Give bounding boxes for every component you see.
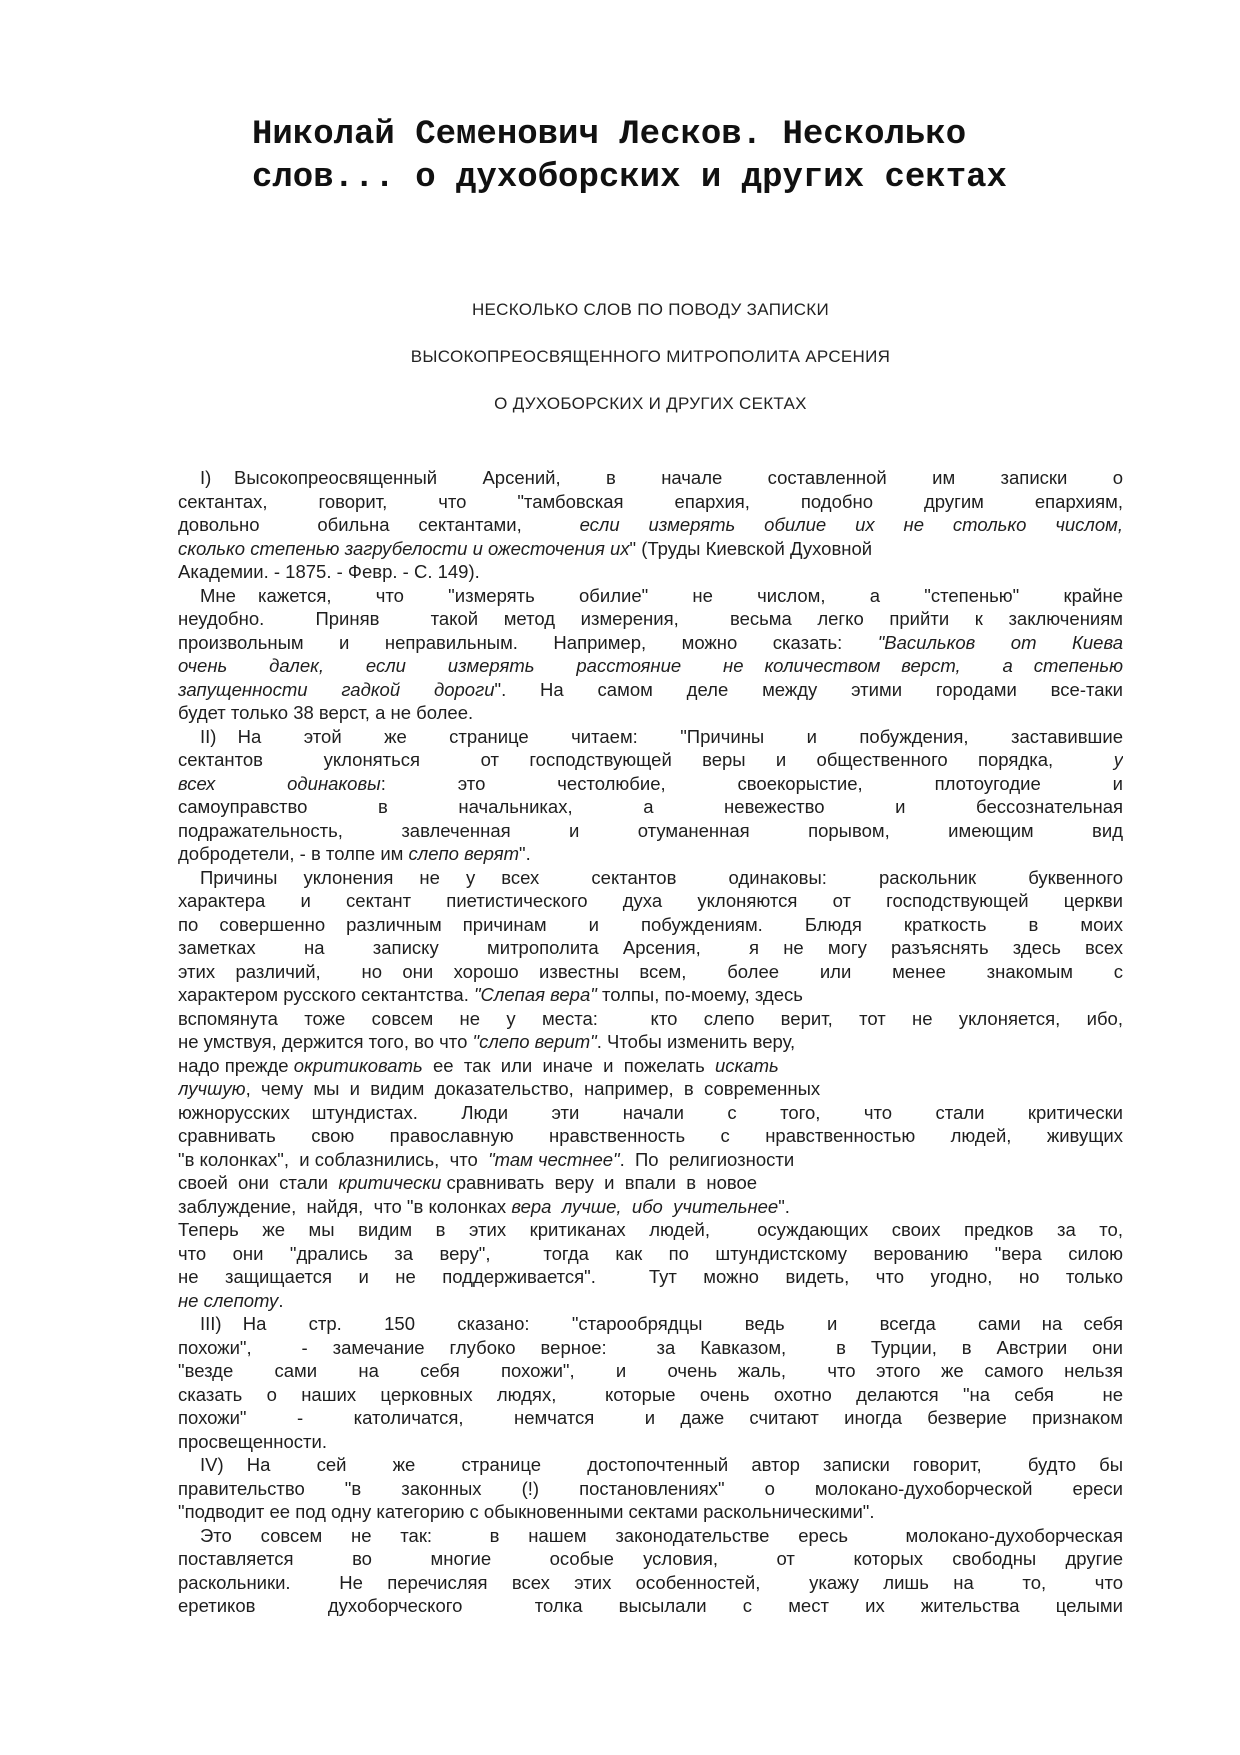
italic-text: всех одинаковы	[178, 772, 381, 794]
text-line	[178, 537, 1123, 561]
body-text	[178, 466, 1123, 1618]
text-line	[178, 1383, 1123, 1407]
text-segment: не умствуя, держится того, во что	[178, 1031, 473, 1052]
italic-text: "Васильков от Киева	[877, 631, 1123, 653]
italic-text: искать	[715, 1054, 779, 1076]
text-line	[178, 1007, 1123, 1031]
text-segment: похожи" - католичатся, немчатся и даже считают иногда безверие признаком	[178, 1407, 1123, 1428]
text-line	[178, 1500, 1123, 1524]
text-segment: " (Труды Киевской Духовной	[629, 537, 873, 559]
text-segment: своей они стали	[178, 1172, 339, 1193]
text-segment: .	[278, 1289, 284, 1311]
text-segment: этих различий, но они хорошо известны всем, более или менее знакомым с	[178, 960, 1123, 982]
italic-text: лучшую	[178, 1078, 246, 1099]
text-segment: "подводит ее под одну категорию с обыкновенными сектами раскольническими".	[178, 1501, 875, 1522]
italic-text: "Слепая вера"	[473, 984, 597, 1005]
text-segment: "в колонках", и соблазнились, что	[178, 1148, 489, 1170]
text-segment: сравнивать веру и впали в новое	[441, 1172, 758, 1193]
text-line	[178, 1594, 1123, 1618]
text-segment: ".	[778, 1195, 790, 1217]
text-line	[178, 1406, 1123, 1430]
text-segment: вспомянута тоже совсем не у места: кто слепо верит, тот не уклоняется, ибо,	[178, 1007, 1123, 1029]
italic-text: у	[1113, 749, 1123, 770]
italic-text: критически	[338, 1172, 442, 1193]
text-line	[178, 1477, 1123, 1501]
document-title	[252, 114, 1152, 200]
text-segment: . По религиозности	[619, 1148, 795, 1170]
text-line	[178, 913, 1123, 937]
text-segment: III) На стр. 150 сказано: "старообрядцы ведь и всегда сами на себя	[200, 1313, 1123, 1334]
text-line	[178, 1453, 1123, 1477]
text-line	[178, 1218, 1123, 1242]
text-segment: поставляется во многие особые условия, от которых свободны другие	[178, 1548, 1123, 1569]
text-segment: Мне кажется, что "измерять обилие" не числом, а "степенью" крайне	[200, 584, 1123, 606]
text-line	[178, 772, 1123, 796]
text-segment: будет только 38 верст, а не более.	[178, 702, 474, 723]
text-line	[178, 1030, 1123, 1054]
text-segment: правительство "в законных (!) постановлениях" о молокано-духоборческой ереси	[178, 1477, 1123, 1499]
text-segment: толпы, по-моему, здесь	[596, 984, 803, 1005]
text-segment: заметках на записку митрополита Арсения, я не могу разъяснять здесь всех	[178, 937, 1123, 958]
text-line	[178, 1359, 1123, 1383]
text-segment: надо прежде	[178, 1054, 294, 1076]
section-heading-line-1: НЕСКОЛЬКО СЛОВ ПО ПОВОДУ ЗАПИСКИ	[471, 300, 830, 319]
text-line	[178, 1195, 1123, 1219]
text-line	[178, 678, 1123, 702]
text-segment: I) Высокопреосвященный Арсений, в начале составленной им записки о	[200, 467, 1123, 488]
text-line	[178, 819, 1123, 843]
text-segment: подражательность, завлеченная и отуманенная порывом, имеющим вид	[178, 819, 1123, 841]
text-line	[178, 1148, 1123, 1172]
text-line	[178, 1242, 1123, 1266]
text-segment: сектантах, говорит, что "тамбовская епархия, подобно другим епархиям,	[178, 490, 1123, 512]
text-line	[178, 983, 1123, 1007]
italic-text: сколько степенью загрубелости и ожесточения их	[178, 537, 630, 559]
text-segment: II) На этой же странице читаем: "Причины и побуждения, заставившие	[200, 725, 1123, 747]
text-line	[178, 1336, 1123, 1360]
text-segment: южнорусских штундистах. Люди эти начали с того, что стали критически	[178, 1101, 1123, 1123]
text-segment: сравнивать свою православную нравственность с нравственностью людей, живущих	[178, 1125, 1123, 1146]
text-line	[178, 1101, 1123, 1125]
text-segment: , чему мы и видим доказательство, например, в современных	[245, 1078, 821, 1099]
text-segment: сектантов уклоняться от господствующей веры и общественного порядка,	[178, 749, 1114, 770]
text-line	[178, 1524, 1123, 1548]
text-segment: по совершенно различным причинам и побуждениям. Блюдя краткость в моих	[178, 913, 1123, 935]
text-segment: неудобно. Приняв такой метод измерения, весьма легко прийти к заключениям	[178, 608, 1123, 629]
text-segment: заблуждение, найдя, что "в колонках	[178, 1195, 512, 1217]
text-segment: сказать о наших церковных людях, которые очень охотно делаются "на себя не	[178, 1383, 1123, 1405]
title-line-1: Николай Семенович Лесков. Несколько	[252, 116, 967, 154]
text-segment: характера и сектант пиетистического духа уклоняются от господствующей церкви	[178, 890, 1123, 911]
text-line	[178, 1124, 1123, 1148]
text-segment: ее так или иначе и пожелать	[422, 1054, 716, 1076]
text-segment: не защищается и не поддерживается". Тут можно видеть, что угодно, но только	[178, 1266, 1123, 1287]
text-line	[178, 725, 1123, 749]
text-line	[178, 866, 1123, 890]
text-line	[178, 1571, 1123, 1595]
text-line	[178, 795, 1123, 819]
text-line	[178, 466, 1123, 490]
text-line	[178, 513, 1123, 537]
italic-text: очень далек, если измерять расстояние не количеством верст, а степенью	[178, 655, 1123, 676]
text-segment: похожи", - замечание глубоко верное: за Кавказом, в Турции, в Австрии они	[178, 1336, 1123, 1358]
text-segment: ". На самом деле между этими городами все-таки	[494, 678, 1123, 700]
text-line	[178, 889, 1123, 913]
text-line	[178, 842, 1123, 866]
text-line	[178, 1547, 1123, 1571]
text-segment: самоуправство в начальниках, а невежество и бессознательная	[178, 796, 1123, 817]
text-segment: просвещенности.	[178, 1430, 327, 1452]
text-segment: Это совсем не так: в нашем законодательстве ересь молокано-духоборческая	[200, 1524, 1123, 1546]
text-line	[178, 748, 1123, 772]
text-segment: "везде сами на себя похожи", и очень жаль, что этого же самого нельзя	[178, 1360, 1123, 1381]
text-segment: . Чтобы изменить веру,	[596, 1031, 796, 1052]
text-segment: добродетели, - в толпе им	[178, 843, 409, 864]
text-segment: Теперь же мы видим в этих критиканах людей, осуждающих своих предков за то,	[178, 1219, 1123, 1240]
italic-text: слепо верят	[408, 843, 520, 864]
text-line	[178, 607, 1123, 631]
text-segment: довольно обильна сектантами,	[178, 514, 580, 535]
italic-text: запущенности гадкой дороги	[178, 678, 495, 700]
italic-text: окритиковать	[293, 1054, 423, 1076]
text-segment: еретиков духоборческого толка высылали с мест их жительства целыми	[178, 1595, 1123, 1616]
text-segment: характером русского сектантства.	[178, 984, 474, 1005]
italic-text: "слепо верит"	[472, 1031, 597, 1052]
text-segment: : это честолюбие, своекорыстие, плотоугодие и	[380, 772, 1123, 794]
text-segment: Причины уклонения не у всех сектантов одинаковы: раскольник буквенного	[200, 866, 1123, 888]
text-line	[178, 1312, 1123, 1336]
text-segment: что они "дрались за веру", тогда как по штундистскому верованию "вера силою	[178, 1242, 1123, 1264]
text-line	[178, 1430, 1123, 1454]
text-line	[178, 654, 1123, 678]
text-line	[178, 631, 1123, 655]
text-line	[178, 1289, 1123, 1313]
text-line	[178, 701, 1123, 725]
text-line	[178, 584, 1123, 608]
text-line	[178, 560, 1123, 584]
text-line	[178, 1171, 1123, 1195]
text-line	[178, 490, 1123, 514]
title-line-2: слов... о духоборских и других сектах	[252, 159, 1007, 197]
italic-text: не слепоту	[178, 1289, 279, 1311]
text-segment: произвольным и неправильным. Например, можно сказать:	[178, 631, 878, 653]
section-heading-line-2: ВЫСОКОПРЕОСВЯЩЕННОГО МИТРОПОЛИТА АРСЕНИЯ	[410, 347, 891, 366]
text-segment: ".	[519, 843, 531, 864]
italic-text: "там честнее"	[488, 1148, 620, 1170]
text-line	[178, 960, 1123, 984]
text-segment: Академии. - 1875. - Февр. - С. 149).	[178, 561, 480, 582]
text-line	[178, 1077, 1123, 1101]
text-line	[178, 1054, 1123, 1078]
section-heading	[178, 300, 1123, 441]
text-line	[178, 1265, 1123, 1289]
text-line	[178, 936, 1123, 960]
text-segment: IV) На сей же странице достопочтенный автор записки говорит, будто бы	[200, 1454, 1123, 1475]
section-heading-line-3: О ДУХОБОРСКИХ И ДРУГИХ СЕКТАХ	[494, 394, 807, 413]
italic-text: вера лучше, ибо учительнее	[511, 1195, 779, 1217]
text-segment: раскольники. Не перечисляя всех этих особенностей, укажу лишь на то, что	[178, 1571, 1123, 1593]
italic-text: если измерять обилие их не столько числом,	[579, 514, 1123, 535]
